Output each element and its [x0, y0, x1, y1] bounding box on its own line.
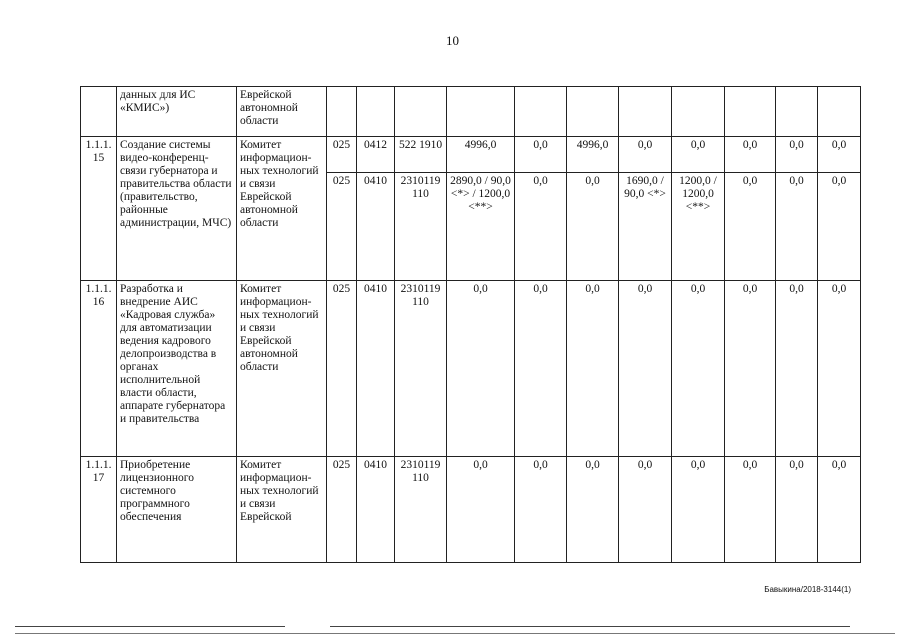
item-name: Создание системы видео-конференц-связи губернатора и правительства области (правительство, районные администрации, МЧС) [117, 137, 237, 281]
item-executor: Еврейской автономной области [237, 87, 327, 137]
rzpr-code: 0410 [357, 457, 395, 563]
value-cell: 0,0 [818, 457, 861, 563]
value-cell: 0,0 [619, 457, 672, 563]
value-cell [672, 87, 725, 137]
csr-code: 2310119 110 [395, 173, 447, 281]
value-cell: 0,0 [567, 281, 619, 457]
table-row [81, 457, 861, 563]
item-number: 1.1.1. 15 [81, 137, 117, 281]
grbs-code: 025 [327, 457, 357, 563]
value-cell [515, 87, 567, 137]
value-cell: 0,0 [818, 173, 861, 281]
value-cell: 0,0 [776, 137, 818, 173]
grbs-code: 025 [327, 173, 357, 281]
value-cell: 0,0 [567, 173, 619, 281]
value-cell: 0,0 [567, 457, 619, 563]
scan-artifact-line [330, 626, 850, 627]
table-row [81, 281, 861, 457]
value-cell: 0,0 [672, 457, 725, 563]
value-cell: 0,0 [515, 173, 567, 281]
value-cell [776, 87, 818, 137]
rzpr-code: 0410 [357, 281, 395, 457]
value-cell: 0,0 [818, 137, 861, 173]
value-cell: 0,0 [672, 137, 725, 173]
value-cell: 1200,0 / 1200,0 <**> [672, 173, 725, 281]
value-cell: 0,0 [818, 281, 861, 457]
scan-artifact-line [15, 626, 285, 627]
value-cell: 0,0 [515, 457, 567, 563]
value-cell [567, 87, 619, 137]
value-cell: 0,0 [619, 137, 672, 173]
scan-artifact-line [15, 633, 895, 634]
item-number [81, 87, 117, 137]
grbs-code: 025 [327, 137, 357, 173]
value-cell: 0,0 [672, 281, 725, 457]
item-name: Разработка и внедрение АИС «Кадровая служба» для автоматизации ведения кадрового делопроизводства в органах исполнительной власти области, аппарате губернатора и правительства [117, 281, 237, 457]
budget-table [80, 86, 861, 563]
value-cell: 0,0 [776, 457, 818, 563]
csr-code [395, 87, 447, 137]
csr-code: 2310119 110 [395, 281, 447, 457]
value-cell: 0,0 [447, 281, 515, 457]
item-number: 1.1.1. 16 [81, 281, 117, 457]
value-cell: 0,0 [725, 281, 776, 457]
grbs-code: 025 [327, 281, 357, 457]
value-cell: 0,0 [515, 137, 567, 173]
rzpr-code: 0412 [357, 137, 395, 173]
value-cell: 0,0 [725, 137, 776, 173]
value-cell [725, 87, 776, 137]
item-name: данных для ИС «КМИС») [117, 87, 237, 137]
value-cell: 0,0 [725, 173, 776, 281]
item-executor: Комитет информацион-ных технологий и связи Еврейской автономной области [237, 137, 327, 281]
value-cell [818, 87, 861, 137]
item-executor: Комитет информацион-ных технологий и связи Еврейской [237, 457, 327, 563]
value-cell: 0,0 [776, 173, 818, 281]
value-cell: 1690,0 / 90,0 <*> [619, 173, 672, 281]
item-executor: Комитет информацион-ных технологий и связи Еврейской автономной области [237, 281, 327, 457]
grbs-code [327, 87, 357, 137]
value-cell: 0,0 [515, 281, 567, 457]
csr-code: 522 1910 [395, 137, 447, 173]
value-cell: 0,0 [447, 457, 515, 563]
item-number: 1.1.1. 17 [81, 457, 117, 563]
value-cell [619, 87, 672, 137]
value-cell: 4996,0 [447, 137, 515, 173]
value-cell: 0,0 [725, 457, 776, 563]
rzpr-code: 0410 [357, 173, 395, 281]
page-number: 10 [446, 33, 459, 48]
value-cell: 0,0 [619, 281, 672, 457]
table-row [81, 87, 861, 137]
table-row [81, 137, 861, 173]
csr-code: 2310119 110 [395, 457, 447, 563]
rzpr-code [357, 87, 395, 137]
value-cell: 4996,0 [567, 137, 619, 173]
document-reference: Бавыкина/2018-3144(1) [764, 585, 851, 594]
value-cell [447, 87, 515, 137]
value-cell: 2890,0 / 90,0 <*> / 1200,0 <**> [447, 173, 515, 281]
value-cell: 0,0 [776, 281, 818, 457]
item-name: Приобретение лицензионного системного программного обеспечения [117, 457, 237, 563]
